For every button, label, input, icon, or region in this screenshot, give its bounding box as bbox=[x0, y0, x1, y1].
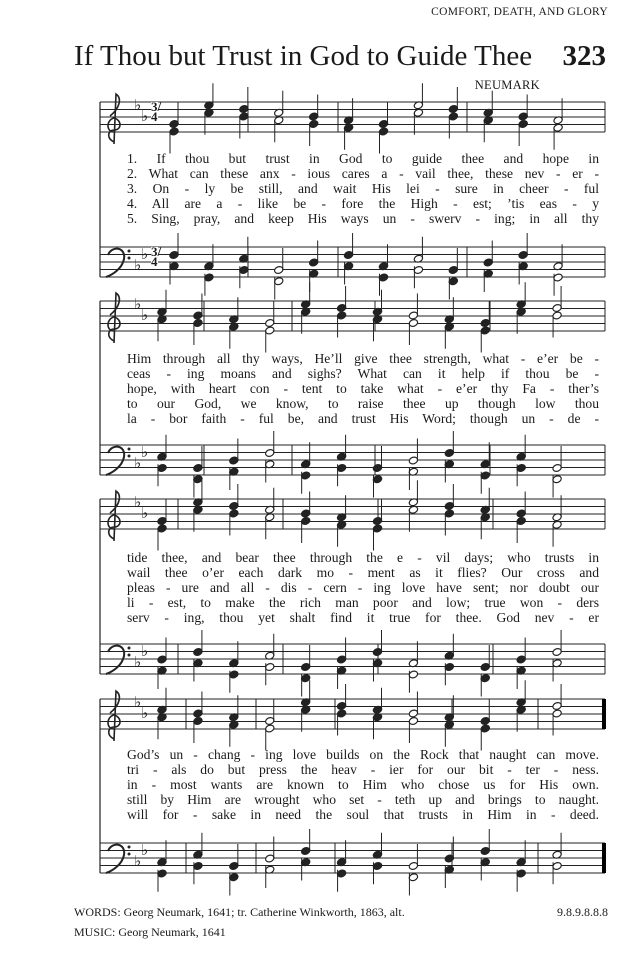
flat-icon: ♭ bbox=[141, 843, 149, 859]
bass-clef-dot bbox=[128, 654, 131, 657]
hymn-category: COMFORT, DEATH, AND GLORY bbox=[431, 6, 608, 18]
lyric-line: God’s un - chang - ing love builds on the Rock that naught can move. bbox=[127, 747, 599, 762]
treble-clef-icon bbox=[108, 293, 120, 343]
lyric-line: la - bor faith - ful be, and trust His Word; though un - de - bbox=[127, 411, 599, 426]
time-signature-bass: 3/4 bbox=[151, 244, 162, 269]
lyric-line: li - est, to make the rich man poor and low; true won - ders bbox=[127, 595, 599, 610]
flat-icon: ♭ bbox=[141, 109, 149, 125]
flat-icon: ♭ bbox=[141, 445, 149, 461]
hymn-title: If Thou but Trust in God to Guide Thee bbox=[74, 40, 533, 72]
time-signature-treble: 3/4 bbox=[151, 99, 162, 124]
lyric-line: 1. If thou but trust in God to guide thee and hope in bbox=[127, 151, 599, 166]
lyric-line: 3. On - ly be still, and wait His lei - sure in cheer - ful bbox=[127, 181, 599, 196]
flat-icon: ♭ bbox=[141, 644, 149, 660]
flat-icon: ♭ bbox=[134, 98, 142, 114]
lyric-line: hope, with heart con - tent to take what - e’er thy Fa - ther’s bbox=[127, 381, 599, 396]
bass-clef-icon bbox=[106, 845, 124, 873]
bass-clef-dot bbox=[128, 257, 131, 260]
flat-icon: ♭ bbox=[141, 706, 149, 722]
bass-clef-dot bbox=[128, 250, 131, 253]
lyric-line: 4. All are a - like be - fore the High - est; ’tis eas - y bbox=[127, 196, 599, 211]
lyrics-system-1 bbox=[127, 151, 599, 226]
flat-icon: ♭ bbox=[134, 258, 142, 274]
lyric-line: pleas - ure and all - dis - cern - ing love have sent; nor doubt our bbox=[127, 580, 599, 595]
flat-icon: ♭ bbox=[141, 506, 149, 522]
tune-name: NEUMARK bbox=[474, 78, 540, 92]
bass-clef-dot bbox=[128, 846, 131, 849]
lyric-line: to our God, we know, to raise thee up though low thou bbox=[127, 396, 599, 411]
flat-icon: ♭ bbox=[134, 695, 142, 711]
bass-clef-icon bbox=[106, 646, 124, 674]
bass-clef-icon bbox=[106, 447, 124, 475]
treble-clef-icon bbox=[108, 691, 120, 741]
flat-icon: ♭ bbox=[134, 655, 142, 671]
lyric-line: ceas - ing moans and sighs? What can it help if thou be - bbox=[127, 366, 599, 381]
lyrics-system-2 bbox=[127, 351, 599, 426]
flat-icon: ♭ bbox=[134, 854, 142, 870]
bass-clef-dot bbox=[128, 647, 131, 650]
flat-icon: ♭ bbox=[134, 495, 142, 511]
flat-icon: ♭ bbox=[141, 247, 149, 263]
bass-clef-dot bbox=[128, 448, 131, 451]
flat-icon: ♭ bbox=[141, 308, 149, 324]
flat-icon: ♭ bbox=[134, 297, 142, 313]
lyrics-system-4 bbox=[127, 747, 599, 822]
treble-clef-icon bbox=[108, 94, 120, 144]
lyric-line: tide thee, and bear thee through the e - vil days; who trusts in bbox=[127, 550, 599, 565]
music-credit: MUSIC: Georg Neumark, 1641 bbox=[74, 925, 226, 939]
lyrics-system-3 bbox=[127, 550, 599, 625]
treble-clef-icon bbox=[108, 491, 120, 541]
lyric-line: 2. What can these anx - ious cares a - vail thee, these nev - er - bbox=[127, 166, 599, 181]
lyric-line: still by Him are wrought who set - teth up and brings to naught. bbox=[127, 792, 599, 807]
flat-icon: ♭ bbox=[134, 456, 142, 472]
lyric-line: tri - als do but press the heav - ier for our bit - ter - ness. bbox=[127, 762, 599, 777]
lyric-line: serv - ing, thou yet shalt find it true for thee. God nev - er bbox=[127, 610, 599, 625]
bass-clef-dot bbox=[128, 455, 131, 458]
lyric-line: in - most wants are known to Him who chose us for His own. bbox=[127, 777, 599, 792]
bass-clef-dot bbox=[128, 853, 131, 856]
lyric-line: will for - sake in need the soul that trusts in Him in - deed. bbox=[127, 807, 599, 822]
hymn-number: 323 bbox=[562, 40, 606, 72]
final-barline bbox=[602, 699, 606, 729]
words-credit: WORDS: Georg Neumark, 1641; tr. Catherine Winkworth, 1863, alt. bbox=[74, 905, 405, 919]
meter: 9.8.9.8.8.8 bbox=[557, 905, 608, 919]
lyric-line: wail thee o’er each dark mo - ment as it flies? Our cross and bbox=[127, 565, 599, 580]
lyric-line: 5. Sing, pray, and keep His ways un - swerv - ing; in all thy bbox=[127, 211, 599, 226]
final-barline bbox=[602, 843, 606, 873]
lyric-line: Him through all thy ways, He’ll give thee strength, what - e’er be - bbox=[127, 351, 599, 366]
bass-clef-icon bbox=[106, 249, 124, 277]
